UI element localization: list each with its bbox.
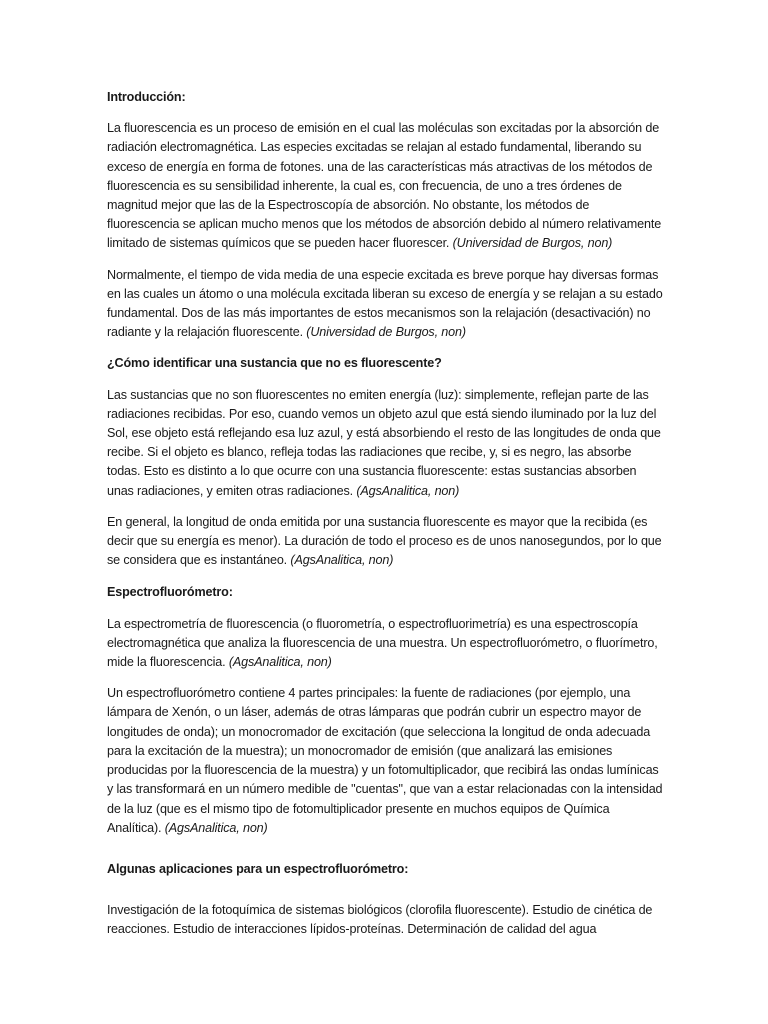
paragraph-text: Normalmente, el tiempo de vida media de una especie excitada es breve porque hay diversas formas en las cuales un átomo o una molécula excitada liberan su exceso de energía y se relajan a su estado fundamental. Dos de las más importantes de estos mecanismos son la relajación (desactivación) no radiante y la relajación fluorescente. — [107, 267, 663, 340]
citation: (AgsAnalitica, non) — [228, 655, 332, 670]
paragraph-espectrometria-fluorescencia — [107, 615, 663, 673]
citation: (Universidad de Burgos, non) — [306, 325, 466, 340]
paragraph-text: Investigación de la fotoquímica de sistemas biológicos (clorofila fluorescente). Estudio de cinética de reacciones. Estudio de interacciones lípidos-proteínas. Determinación de calidad del agua — [107, 903, 653, 937]
heading-aplicaciones: Algunas aplicaciones para un espectrofluorómetro: — [107, 861, 409, 876]
citation: (AgsAnalitica, non) — [164, 820, 268, 835]
heading-introduccion: Introducción: — [107, 90, 186, 104]
paragraph-sustancias-no-fluorescentes — [107, 386, 663, 501]
citation: (AgsAnalitica, non) — [356, 483, 460, 498]
heading-identificar-sustancia: ¿Cómo identificar una sustancia que no es fluorescente? — [107, 356, 442, 371]
paragraph-text: La fluorescencia es un proceso de emisión en el cual las moléculas son excitadas por la absorción de radiación electromagnética. Las especies excitadas se relajan al estado fundamental, liberando su exceso de energía en forma de fotones. una de las características más atractivas de los métodos de fluorescencia es su sensibilidad inherente, la cual es, con frecuencia, de uno a tres órdenes de magnitud mejor que las de la Espectroscopía de absorción. No obstante, los métodos de fluorescencia se aplican mucho menos que los métodos de absorción debido al número relativamente limitado de sistemas químicos que se pueden hacer fluorescer. — [107, 121, 662, 251]
paragraph-text: La espectrometría de fluorescencia (o fluorometría, o espectrofluorimetría) es una espectroscopía electromagnética que analiza la fluorescencia de una muestra. Un espectrofluorómetro, o fluorímetro, mide la fluorescencia. — [107, 616, 658, 670]
document-page — [107, 88, 663, 940]
heading-espectrofluorometro: Espectrofluorómetro: — [107, 585, 233, 600]
paragraph-partes-principales — [107, 684, 663, 838]
paragraph-text: En general, la longitud de onda emitida por una sustancia fluorescente es mayor que la recibida (es decir que su energía es menor). La duración de todo el proceso es de unos nanosegundos, por lo que se considera que es instantáneo. — [107, 514, 662, 568]
paragraph-fluorescencia-definicion — [107, 119, 663, 253]
paragraph-aplicaciones — [107, 901, 663, 939]
citation: (AgsAnalitica, non) — [290, 553, 394, 568]
paragraph-longitud-de-onda — [107, 513, 663, 571]
paragraph-tiempo-vida-media — [107, 266, 663, 343]
paragraph-text: Las sustancias que no son fluorescentes no emiten energía (luz): simplemente, reflejan parte de las radiaciones recibidas. Por eso, cuando vemos un objeto azul que está siendo iluminado por la luz del Sol, ese objeto está reflejando esa luz azul, y está absorbiendo el resto de las longitudes de onda que recibe. Si el objeto es blanco, refleja todas las radiaciones que recibe, y, si es negro, las absorbe todas. Esto es distinto a lo que ocurre con una sustancia fluorescente: estas sustancias absorben unas radiaciones, y emiten otras radiaciones. — [107, 387, 661, 498]
paragraph-text: Un espectrofluorómetro contiene 4 partes principales: la fuente de radiaciones (por ejemplo, una lámpara de Xenón, o un láser, además de otras lámparas que podrán cubrir un espectro mayor de longitudes de onda); un monocromador de excitación (que selecciona la longitud de onda adecuada para la excitación de la muestra); un monocromador de emisión (que analizará las emisiones producidas por la fluorescencia de la muestra) y un fotomultiplicador, que recibirá las ondas lumínicas y las transformará en un número medible de "cuentas", que van a estar relacionadas con la intensidad de la luz (que es el mismo tipo de fotomultiplicador presente en muchos equipos de Química Analítica). — [107, 686, 663, 835]
citation: (Universidad de Burgos, non) — [452, 236, 613, 251]
